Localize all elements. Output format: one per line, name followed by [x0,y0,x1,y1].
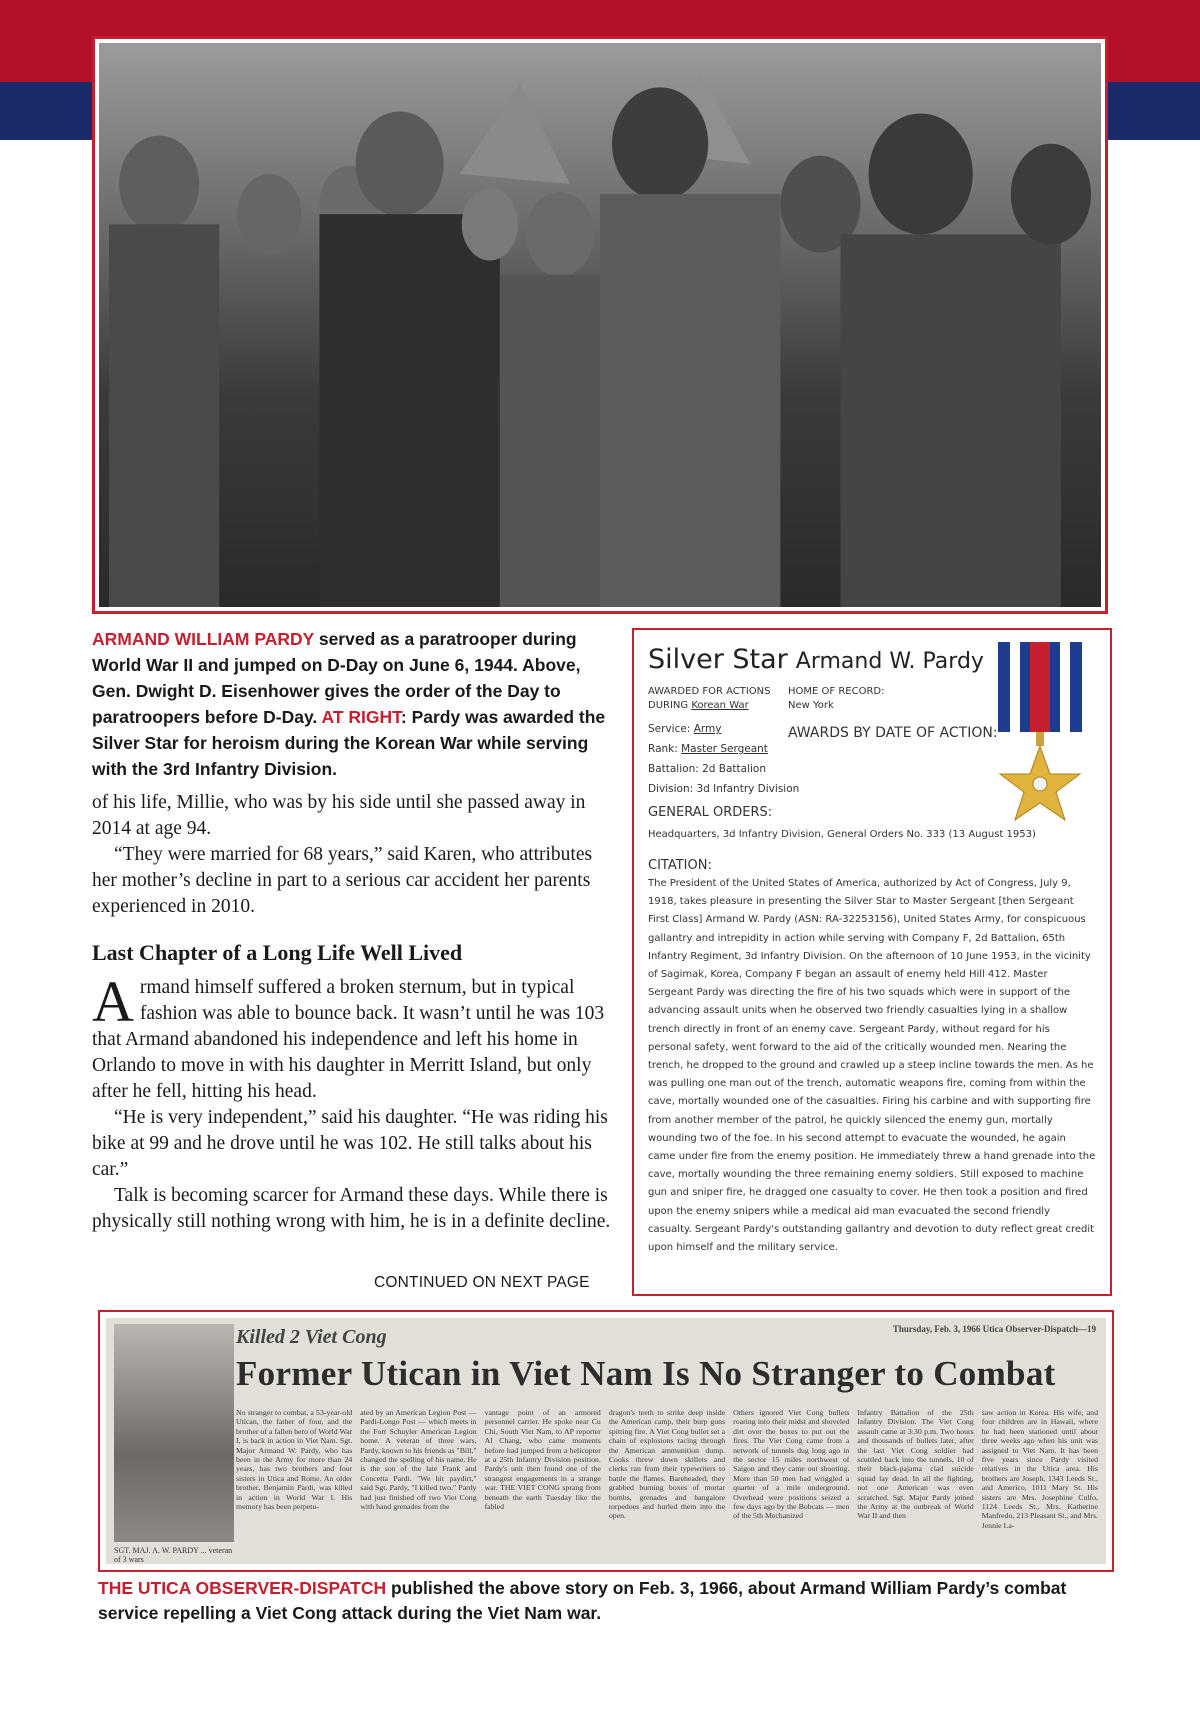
news-column: Others ignored Viet Cong bullets roaring into their midst and shoveled dirt over the boxes to put out the fires. The Viet Cong came from a network of tunnels dug long ago in the sector 15 miles northwest of Saigon and they came out shooting. More than 50 men had wriggled a quarter of a mile underground. Overhead were positions seized a few days ago by the Bobcats — men of the 5th Mechanized [733,1408,850,1521]
general-orders-text: Headquarters, 3d Infantry Division, General Orders No. 333 (13 August 1953) [648,829,1036,840]
newspaper-caption [98,1576,1118,1626]
newspaper-dateline: Thursday, Feb. 3, 1966 Utica Observer-Dispatch—19 [892,1324,1096,1334]
awarded-for-label: AWARDED FOR ACTIONS [648,686,771,697]
portrait-caption: SGT. MAJ. A. W. PARDY ... veteran of 3 wars [114,1546,233,1564]
news-column: dragon's teeth to strike deep inside the American camp, their burp guns spitting fire. A Viet Cong bullet set a chain of explosions racing through the American ammunition dump. Cooks threw down skillets and clerks ran from their typewriters to battle the flames. Bareheaded, they grabbed burning boxes of mortar bombs, grenades and bangalore torpedoes and hurled them into the open. [608,1408,726,1521]
pardy-portrait-photo [114,1324,234,1542]
news-column: No stranger to combat, a 53-year-old Utican, the father of four, and the brother of a fallen hero of World War I, is back in action in Viet Nam. Sgt. Major Armand W. Pardy, who has been in the Army for more than 24 years, has two brothers and four sisters in Utica and Rome. An older brother, Benjamin Pardi, was killed in action in World War I. His memory has been perpetu- [236,1408,353,1512]
home-of-record-value: New York [788,700,834,711]
article-paragraph-3-text: rmand himself suffered a broken sternum, but in typical fashion was able to bounce back. It wasn’t until he was 103 that Armand abandoned his independence and left his home in Orlando to move in with his daughter in Merritt Island, but only after he fell, hitting his head. [92,977,605,1102]
newspaper-caption-name: THE UTICA OBSERVER-DISPATCH [98,1578,387,1598]
news-column: ated by an American Legion Post — Pardi-Longo Post — which meets in the Fort Schuyler American Legion home. A veteran of three wars, Pardy, known to his friends as "Bill," changed the spelling of his name. He is the son of the late Frank and Concetta Pardi. "We hit paydirt," said Sgt. Pardy, "I killed two." Pardy had just finished off two Viet Cong with hand grenades from the [360,1408,477,1512]
news-column: Infantry Battalion of the 25th Infantry Division. The Viet Cong assault came at 3:30 p.m. Two hours and thousands of bullets later, after the last Viet Cong soldier had scuttled back into the tunnels, 10 of their black-pajama clad suicide squad lay dead. In all the fighting, not one American was even scratched. Sgt. Major Pardy joined the Army at the outbreak of World War II and then [857,1408,974,1521]
news-column: vantage point of an armored personnel carrier. He spoke near Cu Chi, South Viet Nam, to AP reporter Al Chang, who came moments before had jumped from a helicopter at a 25th Infantry Division position. Pardy's unit then found one of the strangest engagements in a strange war. THE VIET CONG sprang from beneath the earth Tuesday like the fabled [484,1408,601,1512]
article-column-bottom [92,969,612,1235]
historical-photo-frame [92,36,1108,614]
citation-heading: CITATION: [648,858,712,873]
silver-star-award-record [632,628,1112,1296]
silver-star-medal-icon [988,642,1092,822]
article-paragraph-4: “He is very independent,” said his daughter. “He was riding his bike at 99 and he drove until he was 102. He still talks about his car.” [92,1107,608,1180]
recipient-name: Armand W. Pardy [795,649,984,674]
newspaper-clipping-frame [98,1310,1114,1572]
eisenhower-paratroopers-photo [99,43,1101,607]
article-paragraph-3 [92,969,612,1105]
battalion-line: Battalion: 2d Battalion [648,763,766,775]
newspaper-headline: Former Utican in Viet Nam Is No Stranger to Combat [236,1354,1056,1393]
war-name: Korean War [691,700,749,711]
rank-line: Rank: Master Sergeant [648,743,768,755]
article-paragraph-2: “They were married for 68 years,” said Karen, who attributes her mother’s decline in part to a serious car accident her parents experienced in 2010. [92,844,593,917]
photo-illustration [99,43,1101,607]
award-title: Silver Star [648,644,788,675]
article-subheading: Last Chapter of a Long Life Well Lived [92,940,463,965]
during-war-line: DURING Korean War [648,700,749,711]
home-of-record-label: HOME OF RECORD: [788,686,885,697]
citation-text: The President of the United States of America, authorized by Act of Congress, July 9, 1918, takes pleasure in presenting the Silver Star to Master Sergeant [then Sergeant First Class] Armand W. Pardy (ASN: RA-32253156), United States Army, for conspicuous gallantry and intrepidity in action while serving with Company F, 2d Battalion, 65th Infantry Regiment, 3d Infantry Division. On the afternoon of 10 June 1953, in the vicinity of Sagimak, Korea, Company F began an assault of enemy held Hill 412. Master Sergeant Pardy was directing the fire of his two squads which were in support of the advancing assault units when he observed two friendly casualties lying in a shallow trench directly in front of an enemy cave. Sergeant Pardy, without regard for his personal safety, went forward to the aid of the critically wounded men. Nearing the trench, he dropped to the ground and crawled up a steep incline towards the men. As he was pulling one man out of the trench, automatic weapons fire, coming from within the cave, mortally wounded one of the casualties. Firing his carbine and with supporting fire from another member of the patrol, he quickly silenced the enemy gun, mortally wounding two of the foe. In his second attempt to evacuate the wounded, he again came under fire from the enemy position. He immediately threw a hand grenade into the cave, mortally wounding the three remaining enemy soldiers. Still exposed to machine gun and sniper fire, he dragged one casualty to cover. He then took a position and fired upon the enemy snipers while a medical aid man evacuated the second friendly casualty. Sergeant Pardy's outstanding gallantry and devotion to duty reflect great credit upon himself and the military service. [648,878,1096,1254]
article-column-top [92,790,612,920]
article-paragraph-1: of his life, Millie, who was by his side until she passed away in 2014 at age 94. [92,792,586,839]
drop-cap: A [92,969,134,1034]
newspaper-clipping [106,1318,1106,1564]
newspaper-kicker: Killed 2 Viet Cong [236,1326,387,1348]
caption-subject-name: ARMAND WILLIAM PARDY [92,629,314,649]
article-paragraph-5: Talk is becoming scarcer for Armand these days. While there is physically still nothing wrong with him, he is in a definite decline. [92,1185,611,1232]
awards-by-date-label: AWARDS BY DATE OF ACTION: [788,725,998,741]
continued-on-next-page: CONTINUED ON NEXT PAGE [374,1274,590,1291]
newspaper-caption-text: published the above story on Feb. 3, 1966, about Armand William Pardy’s combat service repelling a Viet Cong attack during the Viet Nam war. [98,1578,1067,1623]
newspaper-columns [236,1408,1098,1560]
photo-caption [92,626,612,782]
caption-at-right-label: AT RIGHT [321,707,401,727]
caption-text-part2: : Pardy was awarded the Silver Star for heroism during the Korean War while serving with the 3rd Infantry Division. [92,707,606,779]
news-column: saw action in Korea. His wife, and four children are in Hawaii, where he had been stationed until about three weeks ago when his unit was assigned to Viet Nam. It has been five years since Pardy visited relatives in the Utica area. His brothers are Joseph, 1343 Leeds St., and Americo, 1011 Mary St. His sisters are Mrs. Josephine Culfo, 1124 Leeds St., Mrs. Katherine Manfredo, 213 Pleasant St., and Mrs. Jennie La- [981,1408,1098,1530]
division-line: Division: 3d Infantry Division [648,783,800,795]
service-line: Service: Army [648,723,722,735]
caption-text-part1: served as a paratrooper during World War II and jumped on D-Day on June 6, 1944. Above, Gen. Dwight D. Eisenhower gives the order of the Day to paratroopers before D-Day. [92,629,581,727]
general-orders-heading: GENERAL ORDERS: [648,805,773,820]
